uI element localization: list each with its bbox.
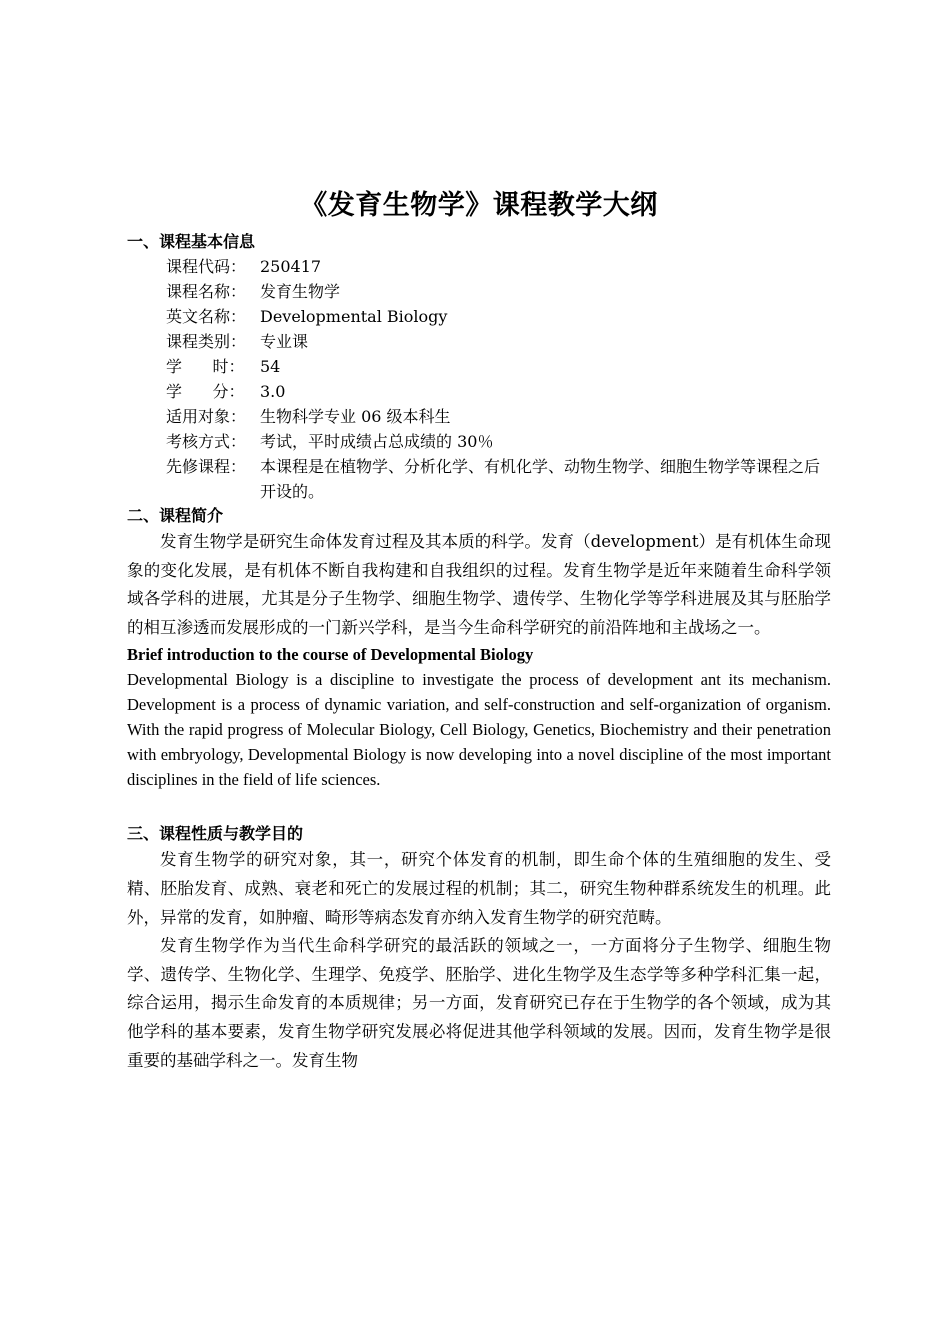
info-label: 课程代码：	[166, 257, 247, 276]
info-label: 适用对象：	[166, 407, 247, 426]
section-heading-introduction: 二、课程简介	[127, 506, 224, 525]
introduction-heading-en: Brief introduction to the course of Developmental Biology	[127, 645, 534, 665]
introduction-paragraph-cn: 发育生物学是研究生命体发育过程及其本质的科学。发育（development）是有机体生命现象的变化发展，是有机体不断自我构建和自我组织的过程。发育生物学是近年来随着生命科学领域各学科的进展，尤其是分子生物学、细胞生物学、遗传学、生物化学等学科进展及其与胚胎学的相互渗透而发展形成的一门新兴学科，是当今生命科学研究的前沿阵地和主战场之一。	[127, 532, 831, 637]
info-row-assessment	[166, 429, 831, 454]
info-row-prerequisites	[166, 454, 831, 504]
info-label: 课程名称：	[166, 282, 247, 301]
section-spacer	[127, 792, 831, 822]
info-value: Developmental Biology	[260, 307, 448, 326]
info-row-course-code	[166, 254, 831, 279]
info-row-audience	[166, 404, 831, 429]
info-value: 生物科学专业 06 级本科生	[260, 407, 451, 426]
info-label: 课程类别：	[166, 332, 247, 351]
info-value: 本课程是在植物学、分析化学、有机化学、动物生物学、细胞生物学等课程之后开设的。	[260, 457, 821, 501]
info-row-course-type	[166, 329, 831, 354]
info-label: 学 分：	[166, 382, 245, 401]
info-row-hours	[166, 354, 831, 379]
document-title: 《发育生物学》课程教学大纲	[300, 190, 658, 221]
info-label: 考核方式：	[166, 432, 247, 451]
info-value: 考试，平时成绩占总成绩的 30％	[260, 432, 494, 451]
info-label: 先修课程：	[166, 457, 247, 476]
info-value: 54	[260, 357, 281, 376]
info-value: 发育生物学	[260, 282, 341, 301]
info-row-course-name	[166, 279, 831, 304]
course-info-list	[127, 254, 831, 504]
section-heading-basic-info: 一、课程基本信息	[127, 232, 256, 251]
info-label: 学 时：	[166, 357, 245, 376]
info-value: 250417	[260, 257, 322, 276]
nature-paragraph-2: 发育生物学作为当代生命科学研究的最活跃的领域之一，一方面将分子生物学、细胞生物学、遗传学、生物化学、生理学、免疫学、胚胎学、进化生物学及生态学等多种学科汇集一起，综合运用，揭示生命发育的本质规律；另一方面，发育研究已存在于生物学的各个领域，成为其他学科的基本要素，发育生物学研究发展必将促进其他学科领域的发展。因而，发育生物学是很重要的基础学科之一。发育生物	[127, 936, 831, 1070]
introduction-paragraph-en: Developmental Biology is a discipline to investigate the process of development ant its mechanism. Development is a process of dynamic variation, and self-construction and self-organization of organism. With the rapid progress of Molecular Biology, Cell Biology, Genetics, Biochemistry and their penetration with embryology, Developmental Biology is now developing into a novel discipline of the most important disciplines in the field of life sciences.	[127, 670, 831, 790]
info-row-english-name	[166, 304, 831, 329]
info-label: 英文名称：	[166, 307, 247, 326]
info-value: 专业课	[260, 332, 309, 351]
info-row-credits	[166, 379, 831, 404]
section-heading-nature-purpose: 三、课程性质与教学目的	[127, 824, 304, 844]
info-value: 3.0	[260, 382, 286, 401]
nature-paragraph-1: 发育生物学的研究对象，其一，研究个体发育的机制，即生命个体的生殖细胞的发生、受精、胚胎发育、成熟、衰老和死亡的发展过程的机制；其二，研究生物种群系统发生的机理。此外，异常的发育，如肿瘤、畸形等病态发育亦纳入发育生物学的研究范畴。	[127, 850, 831, 927]
document-page	[127, 186, 831, 1075]
